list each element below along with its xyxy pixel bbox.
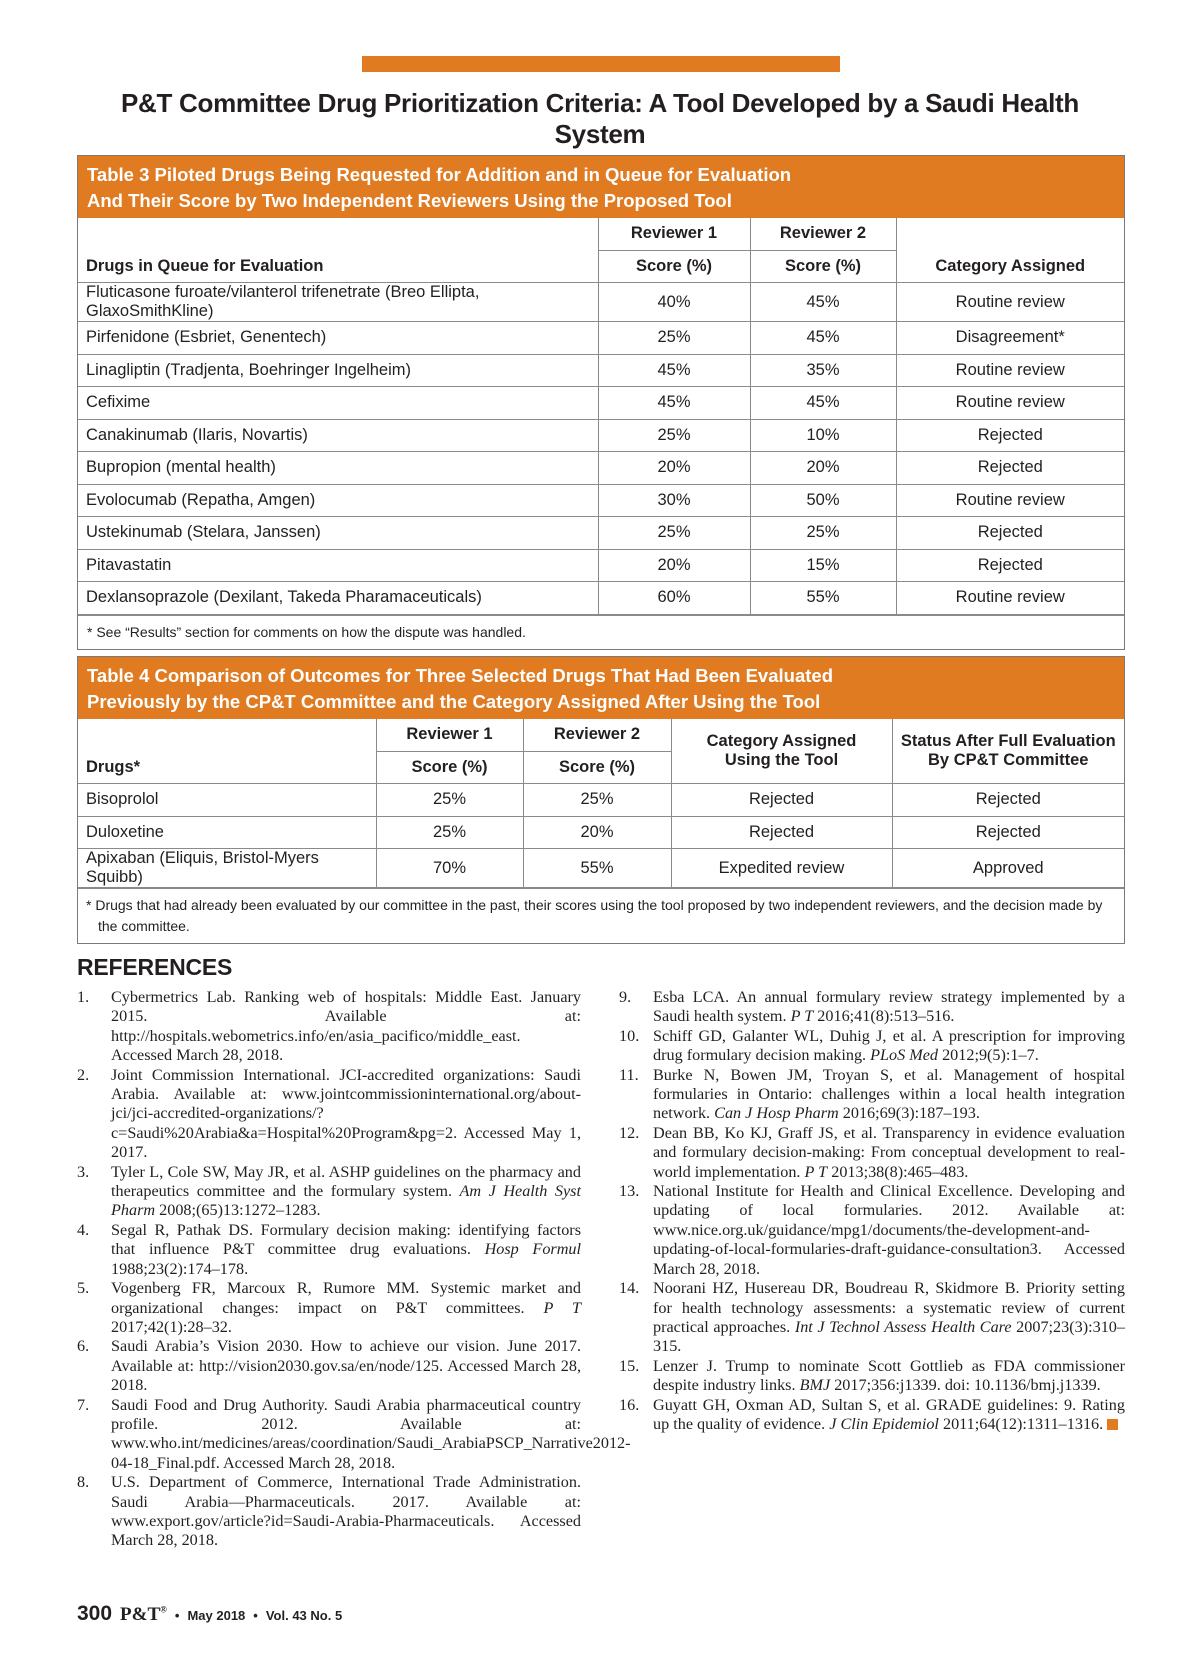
table-3-footnote: * See “Results” section for comments on how the dispute was handled. xyxy=(78,615,1124,649)
table-cell: Apixaban (Eliquis, Bristol-Myers Squibb) xyxy=(78,849,376,888)
reference-citation: 2016;69(3):187–193. xyxy=(838,1104,980,1123)
reference-item xyxy=(77,1337,581,1395)
reference-text: Dean BB, Ko KJ, Graff JS, et al. Transparency in evidence evaluation and formulary decision-making: From conceptual development to real-world implementation. xyxy=(653,1123,1125,1181)
table-cell: Bisoprolol xyxy=(78,784,376,817)
table-header-cell xyxy=(78,719,376,751)
table-cell: Rejected xyxy=(892,816,1124,849)
table-row xyxy=(78,452,1124,485)
table-cell: 20% xyxy=(523,816,671,849)
reference-journal: P T xyxy=(790,1007,814,1026)
reference-number: 1. xyxy=(77,988,90,1006)
table-header-cell xyxy=(892,719,1124,784)
table-cell: 55% xyxy=(750,582,896,615)
table-cell: Rejected xyxy=(896,452,1124,485)
issue-date: May 2018 xyxy=(187,1608,246,1623)
reference-citation: 2012;9(5):1–7. xyxy=(938,1046,1039,1065)
table-header-cell: Score (%) xyxy=(598,250,750,283)
reference-text: Guyatt GH, Oxman AD, Sultan S, et al. GRADE guidelines: 9. Rating up the quality of evidence. xyxy=(653,1395,1125,1433)
table-cell: 60% xyxy=(598,582,750,615)
volume-info: Vol. 43 No. 5 xyxy=(265,1608,343,1623)
reference-journal: Can J Hosp Pharm xyxy=(714,1104,839,1123)
reference-citation: 2016;41(8):513–516. xyxy=(813,1007,955,1026)
table-cell: Rejected xyxy=(671,816,892,849)
page-title: P&T Committee Drug Prioritization Criteria: A Tool Developed by a Saudi Health System xyxy=(121,88,1079,149)
references-column-right xyxy=(619,988,1125,1434)
reference-number: 10. xyxy=(619,1026,640,1045)
table-header-cell: Reviewer 2 xyxy=(750,218,896,250)
table-row xyxy=(78,419,1124,452)
reference-citation: 2017;42(1):28–32. xyxy=(111,1317,232,1336)
reference-journal: Int J Technol Assess Health Care xyxy=(794,1317,1012,1336)
header-category-line1: Category Assigned xyxy=(706,732,857,750)
table-cell: Linagliptin (Tradjenta, Boehringer Ingelheim) xyxy=(78,354,598,387)
table-cell: Expedited review xyxy=(671,849,892,888)
table-row xyxy=(78,816,1124,849)
table-header-row xyxy=(78,218,1124,250)
table-cell: 20% xyxy=(750,452,896,485)
reference-item xyxy=(77,1473,581,1551)
table-header-cell xyxy=(78,218,598,250)
reference-citation: 2008;(65)13:1272–1283. xyxy=(155,1201,321,1220)
table-row xyxy=(78,322,1124,355)
end-of-article-square-icon xyxy=(1107,1419,1118,1430)
journal-name xyxy=(120,1604,167,1626)
table-3-grid xyxy=(78,218,1124,615)
reference-text: U.S. Department of Commerce, International Trade Administration. Saudi Arabia—Pharmaceuticals. 2017. Available at: www.export.gov/article?id=Saudi-Arabia-Pharmaceuticals. Accessed March 28, 2018. xyxy=(111,1473,581,1550)
table-header-cell: Category Assigned xyxy=(896,250,1124,283)
reference-item xyxy=(619,988,1125,1027)
reference-item xyxy=(77,1221,581,1279)
table-cell: 30% xyxy=(598,484,750,517)
table-4-caption-line1: Table 4 Comparison of Outcomes for Three Selected Drugs That Had Been Evaluated xyxy=(87,665,833,686)
reference-item xyxy=(77,1066,581,1163)
table-cell: Disagreement* xyxy=(896,322,1124,355)
reference-number: 8. xyxy=(77,1473,90,1492)
table-header-cell: Drugs* xyxy=(78,751,376,784)
reference-text: Segal R, Pathak DS. Formulary decision making: identifying factors that influence P&T committee drug evaluations. xyxy=(111,1220,581,1259)
reference-item xyxy=(77,1163,581,1221)
table-cell: 25% xyxy=(598,517,750,550)
footer-separator: • xyxy=(253,1608,258,1623)
table-cell: Rejected xyxy=(896,517,1124,550)
table-cell: Canakinumab (Ilaris, Novartis) xyxy=(78,419,598,452)
reference-number: 13. xyxy=(619,1182,640,1201)
table-cell: Rejected xyxy=(896,419,1124,452)
table-cell: 20% xyxy=(598,549,750,582)
table-header-row xyxy=(78,719,1124,751)
table-cell: 50% xyxy=(750,484,896,517)
table-cell: 15% xyxy=(750,549,896,582)
table-3-caption xyxy=(78,156,1124,218)
reference-number: 3. xyxy=(77,1162,90,1181)
reference-text: Tyler L, Cole SW, May JR, et al. ASHP guidelines on the pharmacy and therapeutics committee and the formulary system. xyxy=(111,1162,581,1201)
table-cell: Routine review xyxy=(896,387,1124,420)
header-category-line2: Using the Tool xyxy=(724,751,839,769)
reference-item xyxy=(619,1357,1125,1396)
reference-text: Burke N, Bowen JM, Troyan S, et al. Management of hospital formularies in Ontario: challenges within a local health integration network. xyxy=(653,1065,1125,1123)
table-cell: 45% xyxy=(750,322,896,355)
table-cell: 25% xyxy=(598,322,750,355)
table-3 xyxy=(77,155,1125,650)
table-row xyxy=(78,283,1124,322)
page-number: 300 xyxy=(77,1602,113,1625)
table-cell: Pirfenidone (Esbriet, Genentech) xyxy=(78,322,598,355)
reference-number: 6. xyxy=(77,1337,90,1356)
table-3-caption-line2: And Their Score by Two Independent Reviewers Using the Proposed Tool xyxy=(87,190,732,211)
reference-item xyxy=(619,1279,1125,1357)
table-header-cell: Score (%) xyxy=(750,250,896,283)
reference-number: 12. xyxy=(619,1123,640,1142)
table-row xyxy=(78,582,1124,615)
reference-number: 5. xyxy=(77,1279,90,1298)
table-cell: Routine review xyxy=(896,484,1124,517)
reference-text: Joint Commission International. JCI-accredited organizations: Saudi Arabia. Available at: www.jointcommissioninternational.org/about-jci/jci-accredited-organizations/?c=Saudi%20Arabia&a=Hospital%20Program&pg=2. Accessed May 1, 2017. xyxy=(111,1065,581,1162)
reference-item xyxy=(619,1182,1125,1279)
table-row xyxy=(78,549,1124,582)
reference-citation: 1988;23(2):174–178. xyxy=(111,1259,249,1278)
references-heading: REFERENCES xyxy=(77,954,233,980)
reference-text: Vogenberg FR, Marcoux R, Rumore MM. Systemic market and organizational changes: impact on P&T committees. xyxy=(111,1279,581,1317)
reference-journal: P T xyxy=(804,1162,828,1181)
reference-item xyxy=(619,1066,1125,1124)
table-4-caption-line2: Previously by the CP&T Committee and the Category Assigned After Using the Tool xyxy=(87,691,821,712)
reference-item xyxy=(619,1027,1125,1066)
reference-item xyxy=(77,1279,581,1337)
table-cell: 25% xyxy=(376,816,523,849)
table-cell: 40% xyxy=(598,283,750,322)
reference-journal: Hosp Formul xyxy=(484,1240,581,1259)
table-cell: 35% xyxy=(750,354,896,387)
table-cell: Rejected xyxy=(892,784,1124,817)
reference-text: Lenzer J. Trump to nominate Scott Gottlieb as FDA commissioner despite industry links. xyxy=(653,1356,1125,1395)
table-cell: Ustekinumab (Stelara, Janssen) xyxy=(78,517,598,550)
table-cell: Rejected xyxy=(896,549,1124,582)
table-header-cell: Reviewer 2 xyxy=(523,719,671,751)
table-cell: Routine review xyxy=(896,283,1124,322)
reference-citation: 2007;23(3):310–315. xyxy=(653,1317,1125,1356)
table-4 xyxy=(77,656,1125,944)
table-row xyxy=(78,387,1124,420)
table-cell: Rejected xyxy=(671,784,892,817)
table-cell: 25% xyxy=(750,517,896,550)
table-4-footnote: * Drugs that had already been evaluated by our committee in the past, their scores using the tool proposed by two independent reviewers, and the decision made by the committee. xyxy=(78,888,1124,943)
footer-separator: • xyxy=(174,1608,180,1623)
table-cell: Bupropion (mental health) xyxy=(78,452,598,485)
reference-text: Saudi Food and Drug Authority. Saudi Arabia pharmaceutical country profile. 2012. Available at: www.who.int/medicines/areas/coordination/Saudi_ArabiaPSCP_Narrative2012-04-18_Final.pdf. Accessed March 28, 2018. xyxy=(111,1395,631,1472)
table-3-caption-line1: Table 3 Piloted Drugs Being Requested for Addition and in Queue for Evaluation xyxy=(87,164,792,185)
table-cell: 45% xyxy=(750,387,896,420)
table-header-cell: Reviewer 1 xyxy=(598,218,750,250)
reference-journal: PLoS Med xyxy=(870,1046,939,1065)
reference-text: Saudi Arabia’s Vision 2030. How to achieve our vision. June 2017. Available at: http://vision2030.gov.sa/en/node/125. Accessed March 28, 2018. xyxy=(111,1337,581,1395)
table-cell: Routine review xyxy=(896,354,1124,387)
reference-text: Noorani HZ, Husereau DR, Boudreau R, Skidmore B. Priority setting for health technology assessments: a systematic review of current practical approaches. xyxy=(653,1279,1125,1336)
table-row xyxy=(78,354,1124,387)
reference-number: 11. xyxy=(619,1065,639,1084)
reference-text: National Institute for Health and Clinical Excellence. Developing and updating of local formularies. 2012. Available at: www.nice.org.uk/guidance/mpg1/documents/the-development-and-updating-of-local-formularies-draft-guidance-consultation3. Accessed March 28, 2018. xyxy=(653,1182,1125,1278)
journal-title: P&T xyxy=(120,1604,161,1625)
table-header-cell: Score (%) xyxy=(523,751,671,784)
reference-journal: BMJ xyxy=(799,1376,831,1395)
reference-item xyxy=(619,1396,1125,1435)
table-cell: 25% xyxy=(598,419,750,452)
table-4-caption xyxy=(78,657,1124,719)
reference-number: 9. xyxy=(619,988,632,1006)
table-cell: Cefixime xyxy=(78,387,598,420)
table-cell: Dexlansoprazole (Dexilant, Takeda Pharamaceuticals) xyxy=(78,582,598,615)
table-cell: 20% xyxy=(598,452,750,485)
table-header-cell xyxy=(671,719,892,784)
registered-mark: ® xyxy=(160,1604,167,1615)
table-header-cell xyxy=(896,218,1124,250)
reference-journal: J Clin Epidemiol xyxy=(829,1414,939,1433)
table-header-cell: Score (%) xyxy=(376,751,523,784)
table-row xyxy=(78,784,1124,817)
table-cell: 45% xyxy=(750,283,896,322)
table-cell: Approved xyxy=(892,849,1124,888)
reference-number: 4. xyxy=(77,1220,90,1239)
page-footer xyxy=(77,1602,342,1626)
reference-text: Esba LCA. An annual formulary review strategy implemented by a Saudi health system. xyxy=(653,988,1125,1026)
reference-citation: 2011;64(12):1311–1316. xyxy=(938,1414,1104,1433)
table-cell: 25% xyxy=(376,784,523,817)
table-header-row xyxy=(78,250,1124,283)
table-cell: Fluticasone furoate/vilanterol trifenetrate (Breo Ellipta, GlaxoSmithKline) xyxy=(78,283,598,322)
reference-number: 15. xyxy=(619,1356,640,1375)
table-cell: 25% xyxy=(523,784,671,817)
reference-item xyxy=(619,1124,1125,1182)
table-cell: 10% xyxy=(750,419,896,452)
reference-number: 7. xyxy=(77,1395,90,1414)
reference-citation: 2017;356:j1339. doi: 10.1136/bmj.j1339. xyxy=(830,1376,1101,1395)
table-row xyxy=(78,849,1124,888)
table-cell: 45% xyxy=(598,387,750,420)
table-cell: Duloxetine xyxy=(78,816,376,849)
table-cell: Routine review xyxy=(896,582,1124,615)
table-header-cell: Reviewer 1 xyxy=(376,719,523,751)
header-status-line1: Status After Full Evaluation xyxy=(900,732,1116,750)
header-status-line2: By CP&T Committee xyxy=(928,751,1089,769)
table-4-grid xyxy=(78,719,1124,888)
top-accent-bar xyxy=(362,56,840,72)
table-row xyxy=(78,484,1124,517)
reference-number: 2. xyxy=(77,1065,90,1084)
reference-text: Schiff GD, Galanter WL, Duhig J, et al. A prescription for improving drug formulary decision making. xyxy=(653,1026,1125,1065)
table-row xyxy=(78,517,1124,550)
table-cell: Pitavastatin xyxy=(78,549,598,582)
table-cell: 45% xyxy=(598,354,750,387)
table-cell: 55% xyxy=(523,849,671,888)
reference-item xyxy=(77,988,581,1066)
reference-journal: P T xyxy=(543,1298,581,1317)
table-header-cell: Drugs in Queue for Evaluation xyxy=(78,250,598,283)
reference-number: 14. xyxy=(619,1279,640,1298)
reference-journal: Am J Health Syst Pharm xyxy=(111,1182,581,1220)
reference-text: Cybermetrics Lab. Ranking web of hospitals: Middle East. January 2015. Available at: http://hospitals.webometrics.info/en/asia_pacifico/middle_east. Accessed March 28, 2018. xyxy=(111,988,581,1065)
table-cell: 70% xyxy=(376,849,523,888)
table-cell: Evolocumab (Repatha, Amgen) xyxy=(78,484,598,517)
reference-citation: 2013;38(8):465–483. xyxy=(827,1162,969,1181)
reference-number: 16. xyxy=(619,1395,640,1414)
